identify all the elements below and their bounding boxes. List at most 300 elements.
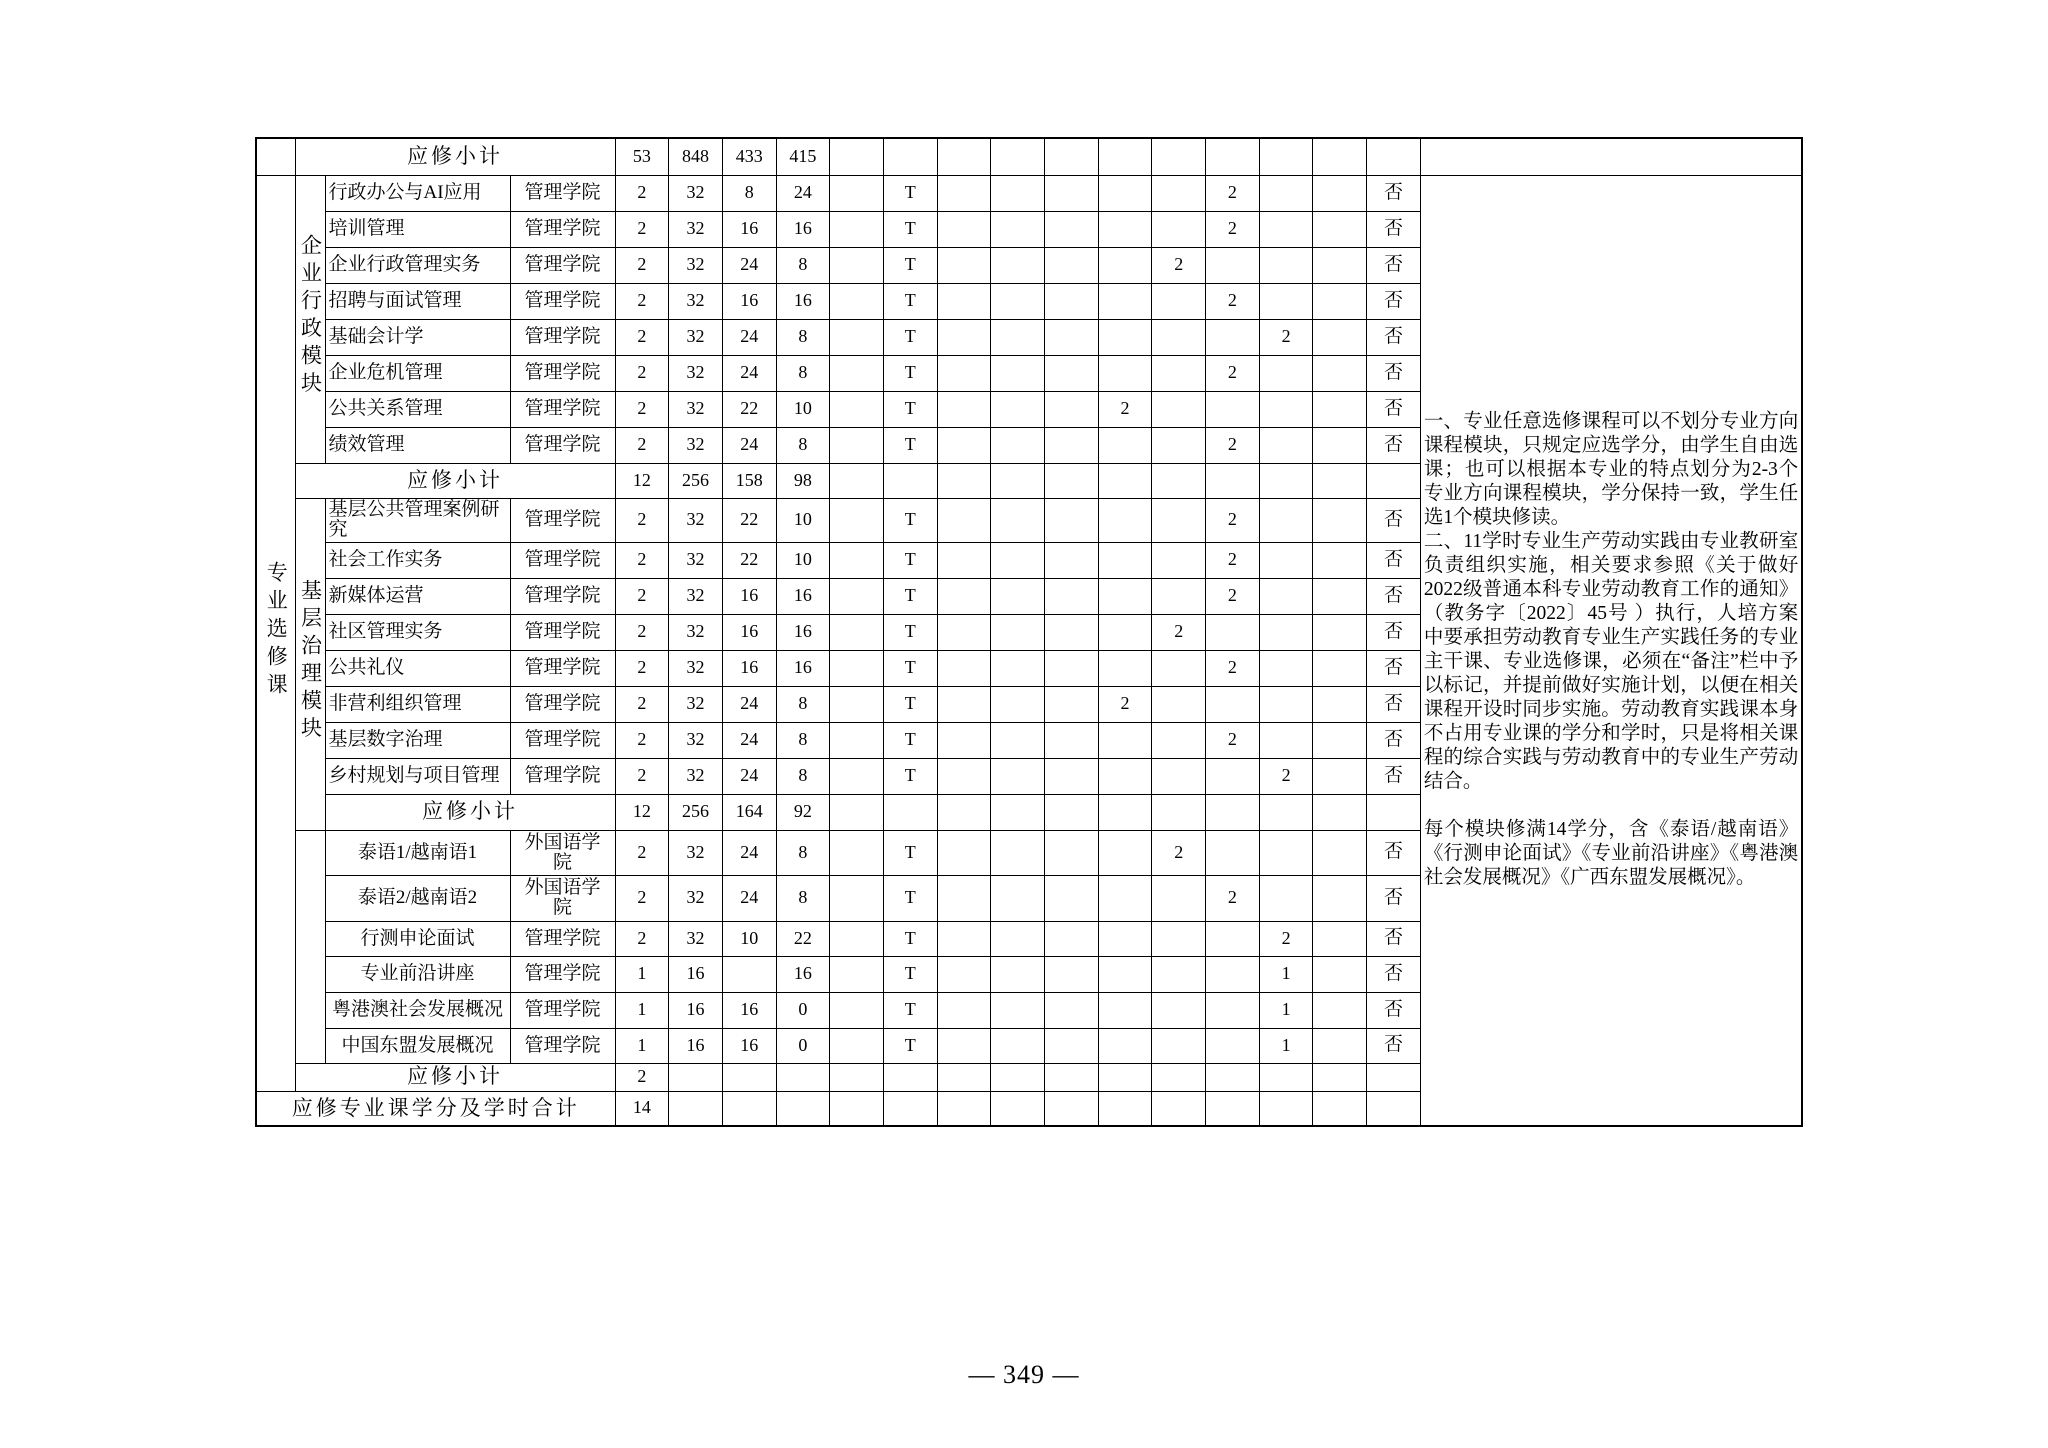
department: 管理学院: [510, 921, 615, 956]
value-cell: 256: [669, 463, 723, 498]
value-cell: T: [883, 355, 937, 391]
course-name: 社会工作实务: [325, 542, 510, 578]
required-flag: 否: [1367, 542, 1421, 578]
value-cell: [1152, 650, 1206, 686]
value-cell: 32: [669, 247, 723, 283]
value-cell: T: [883, 875, 937, 921]
required-flag: 否: [1367, 355, 1421, 391]
value-cell: 2: [615, 875, 669, 921]
value-cell: [830, 247, 884, 283]
empty-cell: [1045, 463, 1099, 498]
value-cell: [1313, 650, 1367, 686]
empty-cell: [991, 1091, 1045, 1126]
value-cell: [1152, 875, 1206, 921]
value-cell: [1098, 614, 1152, 650]
value-cell: 24: [722, 875, 776, 921]
value-cell: [1045, 614, 1099, 650]
department: 管理学院: [510, 992, 615, 1028]
empty-cell: [1206, 1091, 1260, 1126]
module-cell: [295, 830, 325, 1063]
value-cell: [1045, 686, 1099, 722]
value-cell: T: [883, 614, 937, 650]
value-cell: [937, 650, 991, 686]
value-cell: [937, 283, 991, 319]
value-cell: [991, 1028, 1045, 1063]
value-cell: T: [883, 542, 937, 578]
value-cell: [1045, 921, 1099, 956]
value-cell: 24: [722, 686, 776, 722]
value-cell: [1313, 722, 1367, 758]
value-cell: [937, 498, 991, 542]
value-cell: [1313, 283, 1367, 319]
subtotal-label: 应修小计: [295, 463, 615, 498]
required-flag: 否: [1367, 1028, 1421, 1063]
value-cell: T: [883, 578, 937, 614]
value-cell: [1045, 355, 1099, 391]
value-cell: 2: [615, 498, 669, 542]
empty-cell: [991, 1063, 1045, 1091]
empty-cell: [1259, 1091, 1313, 1126]
value-cell: 433: [722, 138, 776, 175]
page-number: — 349 —: [968, 1360, 1080, 1389]
required-flag: 否: [1367, 614, 1421, 650]
value-cell: 2: [1259, 921, 1313, 956]
empty-cell: [1206, 138, 1260, 175]
department: 管理学院: [510, 391, 615, 427]
value-cell: 256: [669, 794, 723, 830]
value-cell: [1152, 956, 1206, 992]
value-cell: 32: [669, 686, 723, 722]
empty-cell: [937, 463, 991, 498]
value-cell: T: [883, 686, 937, 722]
value-cell: [1313, 391, 1367, 427]
value-cell: 16: [722, 211, 776, 247]
empty-cell: [1098, 1063, 1152, 1091]
value-cell: [1259, 578, 1313, 614]
category-cell: [256, 175, 295, 1091]
value-cell: [1259, 427, 1313, 463]
value-cell: [1313, 758, 1367, 794]
value-cell: [1098, 578, 1152, 614]
value-cell: [1206, 686, 1260, 722]
value-cell: [991, 391, 1045, 427]
table-body: [256, 138, 1802, 1126]
value-cell: [991, 686, 1045, 722]
value-cell: [1045, 650, 1099, 686]
value-cell: [1259, 175, 1313, 211]
course-name: 新媒体运营: [325, 578, 510, 614]
required-flag: 否: [1367, 578, 1421, 614]
value-cell: [1098, 1028, 1152, 1063]
value-cell: T: [883, 498, 937, 542]
empty-cell: [883, 463, 937, 498]
value-cell: 10: [722, 921, 776, 956]
subtotal-row: [256, 138, 1802, 175]
value-cell: 1: [615, 992, 669, 1028]
value-cell: 53: [615, 138, 669, 175]
value-cell: [1045, 391, 1099, 427]
value-cell: [1259, 355, 1313, 391]
module-cell: [295, 175, 325, 463]
value-cell: 98: [776, 463, 830, 498]
empty-cell: [669, 1063, 723, 1091]
value-cell: 12: [615, 794, 669, 830]
required-flag: 否: [1367, 175, 1421, 211]
course-row: [256, 175, 1802, 211]
value-cell: 2: [1206, 722, 1260, 758]
department: 管理学院: [510, 211, 615, 247]
value-cell: [1045, 875, 1099, 921]
value-cell: [1152, 211, 1206, 247]
value-cell: 2: [1206, 283, 1260, 319]
value-cell: [937, 391, 991, 427]
required-flag: 否: [1367, 247, 1421, 283]
value-cell: [830, 722, 884, 758]
value-cell: [1206, 758, 1260, 794]
value-cell: [1152, 758, 1206, 794]
department: 管理学院: [510, 355, 615, 391]
value-cell: [1313, 921, 1367, 956]
value-cell: [991, 211, 1045, 247]
value-cell: 0: [776, 1028, 830, 1063]
value-cell: [991, 875, 1045, 921]
required-flag: 否: [1367, 391, 1421, 427]
value-cell: [1152, 992, 1206, 1028]
value-cell: [1045, 830, 1099, 875]
value-cell: [1045, 992, 1099, 1028]
empty-cell: [883, 794, 937, 830]
value-cell: [830, 992, 884, 1028]
value-cell: [991, 319, 1045, 355]
value-cell: 22: [722, 542, 776, 578]
department: 管理学院: [510, 956, 615, 992]
value-cell: [937, 355, 991, 391]
value-cell: 2: [1206, 211, 1260, 247]
value-cell: 8: [776, 758, 830, 794]
value-cell: [1259, 283, 1313, 319]
value-cell: [1098, 542, 1152, 578]
course-name: 粤港澳社会发展概况: [325, 992, 510, 1028]
value-cell: [1045, 578, 1099, 614]
value-cell: [937, 1028, 991, 1063]
value-cell: 24: [722, 427, 776, 463]
value-cell: [1045, 247, 1099, 283]
value-cell: 24: [722, 830, 776, 875]
empty-cell: [991, 794, 1045, 830]
value-cell: [937, 247, 991, 283]
value-cell: [1206, 830, 1260, 875]
value-cell: T: [883, 758, 937, 794]
required-flag: 否: [1367, 921, 1421, 956]
empty-cell: [991, 463, 1045, 498]
value-cell: 2: [615, 722, 669, 758]
empty-cell: [1206, 1063, 1260, 1091]
value-cell: [937, 614, 991, 650]
value-cell: 2: [615, 686, 669, 722]
value-cell: [830, 578, 884, 614]
remarks-paragraph: 每个模块修满14学分，含《泰语/越南语》《行测申论面试》《专业前沿讲座》《粤港澳社会发展概况》《广西东盟发展概况》。: [1423, 819, 1799, 889]
value-cell: T: [883, 992, 937, 1028]
empty-cell: [1152, 1091, 1206, 1126]
value-cell: [1206, 992, 1260, 1028]
department: 管理学院: [510, 283, 615, 319]
value-cell: 16: [669, 992, 723, 1028]
value-cell: [1152, 355, 1206, 391]
category-label: 专业选修课: [264, 560, 289, 701]
value-cell: [830, 650, 884, 686]
empty-cell: [1259, 794, 1313, 830]
value-cell: [991, 956, 1045, 992]
value-cell: [1313, 875, 1367, 921]
value-cell: 164: [722, 794, 776, 830]
value-cell: 8: [776, 722, 830, 758]
value-cell: [1152, 391, 1206, 427]
value-cell: 1: [1259, 992, 1313, 1028]
value-cell: 24: [776, 175, 830, 211]
value-cell: [991, 175, 1045, 211]
empty-cell: [1098, 463, 1152, 498]
empty-cell: [1152, 794, 1206, 830]
value-cell: [1045, 319, 1099, 355]
value-cell: 24: [722, 722, 776, 758]
course-name: 专业前沿讲座: [325, 956, 510, 992]
required-flag: 否: [1367, 498, 1421, 542]
value-cell: [1206, 247, 1260, 283]
empty-cell: [937, 1091, 991, 1126]
value-cell: [937, 686, 991, 722]
value-cell: 16: [722, 650, 776, 686]
empty-cell: [1313, 463, 1367, 498]
value-cell: [830, 542, 884, 578]
value-cell: [937, 427, 991, 463]
value-cell: 2: [615, 542, 669, 578]
course-name: 培训管理: [325, 211, 510, 247]
value-cell: [1098, 992, 1152, 1028]
value-cell: [991, 427, 1045, 463]
value-cell: 32: [669, 758, 723, 794]
value-cell: 32: [669, 650, 723, 686]
value-cell: 2: [1259, 758, 1313, 794]
empty-cell: [883, 138, 937, 175]
value-cell: [1259, 614, 1313, 650]
value-cell: [1313, 498, 1367, 542]
empty-cell: [722, 1063, 776, 1091]
empty-cell: [1259, 138, 1313, 175]
value-cell: [830, 921, 884, 956]
category-cell-continued: [256, 138, 295, 175]
value-cell: [991, 992, 1045, 1028]
value-cell: 2: [1152, 247, 1206, 283]
value-cell: 8: [776, 686, 830, 722]
course-name: 公共关系管理: [325, 391, 510, 427]
value-cell: 2: [1206, 542, 1260, 578]
value-cell: 32: [669, 283, 723, 319]
value-cell: 32: [669, 875, 723, 921]
empty-cell: [1313, 138, 1367, 175]
value-cell: 32: [669, 614, 723, 650]
empty-cell: [1152, 1063, 1206, 1091]
value-cell: [1045, 1028, 1099, 1063]
value-cell: [1098, 211, 1152, 247]
value-cell: [1152, 175, 1206, 211]
required-flag: 否: [1367, 283, 1421, 319]
value-cell: 16: [722, 283, 776, 319]
value-cell: [991, 283, 1045, 319]
value-cell: 16: [722, 578, 776, 614]
course-name: 行测申论面试: [325, 921, 510, 956]
course-name: 社区管理实务: [325, 614, 510, 650]
value-cell: 16: [669, 956, 723, 992]
value-cell: [1045, 211, 1099, 247]
value-cell: T: [883, 956, 937, 992]
value-cell: [1206, 921, 1260, 956]
empty-cell: [1259, 1063, 1313, 1091]
value-cell: [1098, 956, 1152, 992]
value-cell: [1045, 956, 1099, 992]
department: 管理学院: [510, 758, 615, 794]
value-cell: [830, 956, 884, 992]
department: 管理学院: [510, 578, 615, 614]
value-cell: 24: [722, 247, 776, 283]
value-cell: 2: [615, 319, 669, 355]
value-cell: [991, 498, 1045, 542]
value-cell: [937, 992, 991, 1028]
empty-cell: [1367, 1063, 1421, 1091]
value-cell: [1259, 875, 1313, 921]
value-cell: 16: [722, 992, 776, 1028]
value-cell: [1045, 542, 1099, 578]
value-cell: 2: [615, 247, 669, 283]
value-cell: 22: [722, 498, 776, 542]
required-flag: 否: [1367, 211, 1421, 247]
value-cell: [1152, 722, 1206, 758]
value-cell: 415: [776, 138, 830, 175]
value-cell: [1152, 578, 1206, 614]
empty-cell: [830, 138, 884, 175]
value-cell: [1045, 498, 1099, 542]
value-cell: [937, 830, 991, 875]
value-cell: 10: [776, 542, 830, 578]
value-cell: 16: [776, 578, 830, 614]
value-cell: 8: [722, 175, 776, 211]
value-cell: 2: [1206, 175, 1260, 211]
course-name: 基层公共管理案例研究: [325, 498, 510, 542]
department: 管理学院: [510, 247, 615, 283]
course-name: 招聘与面试管理: [325, 283, 510, 319]
value-cell: 2: [1206, 355, 1260, 391]
value-cell: [1045, 722, 1099, 758]
value-cell: [1045, 427, 1099, 463]
value-cell: [1313, 1028, 1367, 1063]
empty-cell: [1098, 1091, 1152, 1126]
value-cell: [830, 355, 884, 391]
value-cell: [1152, 686, 1206, 722]
value-cell: 2: [615, 211, 669, 247]
value-cell: [1313, 956, 1367, 992]
empty-cell: [830, 1091, 884, 1126]
value-cell: T: [883, 391, 937, 427]
value-cell: [1045, 175, 1099, 211]
department: 管理学院: [510, 686, 615, 722]
value-cell: [830, 614, 884, 650]
value-cell: 1: [615, 1028, 669, 1063]
value-cell: T: [883, 921, 937, 956]
module-label: 企业行政模块: [298, 234, 323, 400]
required-flag: 否: [1367, 722, 1421, 758]
value-cell: T: [883, 247, 937, 283]
value-cell: [991, 650, 1045, 686]
value-cell: [830, 283, 884, 319]
value-cell: 1: [615, 956, 669, 992]
course-name: 公共礼仪: [325, 650, 510, 686]
value-cell: 2: [615, 758, 669, 794]
value-cell: 8: [776, 875, 830, 921]
empty-cell: [1313, 1063, 1367, 1091]
empty-cell: [1367, 138, 1421, 175]
value-cell: 92: [776, 794, 830, 830]
required-flag: 否: [1367, 992, 1421, 1028]
course-name: 乡村规划与项目管理: [325, 758, 510, 794]
empty-cell: [937, 794, 991, 830]
value-cell: 32: [669, 355, 723, 391]
value-cell: T: [883, 283, 937, 319]
value-cell: [937, 578, 991, 614]
value-cell: [1098, 498, 1152, 542]
value-cell: [991, 722, 1045, 758]
value-cell: [1045, 283, 1099, 319]
department: 管理学院: [510, 542, 615, 578]
value-cell: [1313, 247, 1367, 283]
value-cell: [937, 211, 991, 247]
value-cell: 8: [776, 427, 830, 463]
value-cell: [937, 175, 991, 211]
value-cell: 32: [669, 211, 723, 247]
empty-cell: [1367, 463, 1421, 498]
value-cell: 2: [1152, 830, 1206, 875]
value-cell: [1152, 319, 1206, 355]
value-cell: [1152, 283, 1206, 319]
value-cell: 2: [615, 355, 669, 391]
value-cell: [991, 614, 1045, 650]
empty-cell: [776, 1091, 830, 1126]
empty-cell: [1152, 138, 1206, 175]
value-cell: 2: [1206, 875, 1260, 921]
empty-cell: [1206, 794, 1260, 830]
value-cell: [937, 722, 991, 758]
value-cell: 8: [776, 247, 830, 283]
department: 管理学院: [510, 722, 615, 758]
value-cell: [1313, 175, 1367, 211]
subtotal-label: 应修小计: [325, 794, 615, 830]
value-cell: T: [883, 722, 937, 758]
empty-cell: [937, 138, 991, 175]
value-cell: [830, 427, 884, 463]
course-name: 企业危机管理: [325, 355, 510, 391]
empty-cell: [883, 1091, 937, 1126]
course-name: 企业行政管理实务: [325, 247, 510, 283]
value-cell: [830, 391, 884, 427]
empty-cell: [1045, 1063, 1099, 1091]
empty-cell: [1206, 463, 1260, 498]
value-cell: [1098, 650, 1152, 686]
value-cell: 16: [776, 211, 830, 247]
value-cell: [1098, 355, 1152, 391]
subtotal-label: 应修小计: [295, 138, 615, 175]
empty-cell: [1367, 794, 1421, 830]
empty-cell: [937, 1063, 991, 1091]
value-cell: 0: [776, 992, 830, 1028]
value-cell: [1098, 830, 1152, 875]
